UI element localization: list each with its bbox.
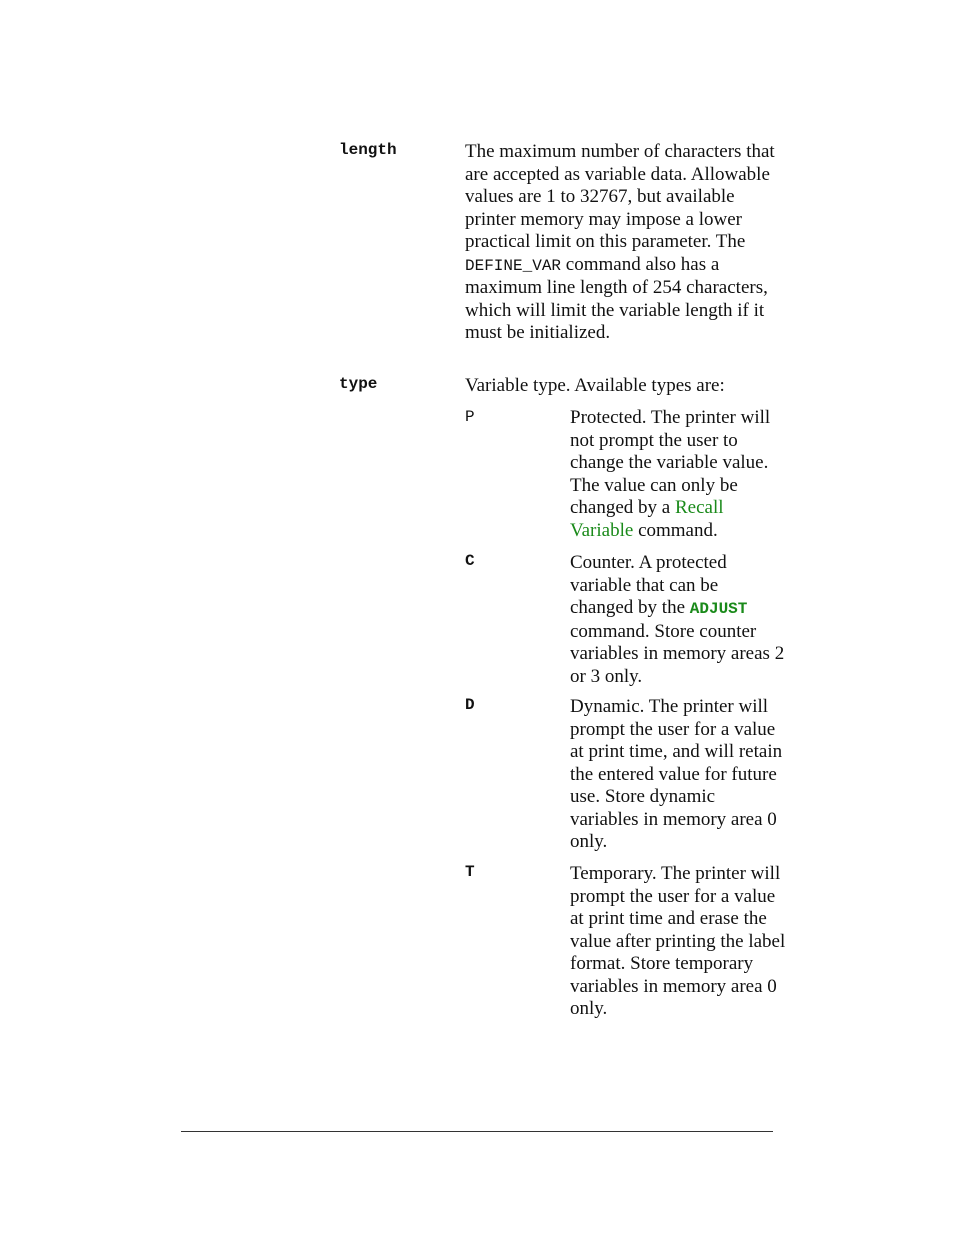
type-t-code: T <box>465 863 475 881</box>
type-d-code: D <box>465 696 475 714</box>
adjust-command-link[interactable]: ADJUST <box>689 600 748 618</box>
param-length-desc-part2: command also has a maximum line length of 254 characters, which will limit the variable length if it must be initialized. <box>465 253 768 343</box>
type-p-desc-part2: command. <box>633 519 718 541</box>
type-c-code: C <box>465 552 475 570</box>
type-t-description: Temporary. The printer will prompt the user for a value at print time and erase the value after printing the label format. Store temporary variables in memory area 0 only. <box>570 863 786 1019</box>
type-c-description <box>570 552 786 688</box>
recall-variable-link[interactable]: Recall Variable <box>570 497 724 541</box>
param-length-desc-part1: The maximum number of characters that are accepted as variable data. Allowable values are 1 to 32767, but available printer memory may impose a lower practical limit on this parameter. The <box>465 141 775 252</box>
type-c-desc-part1: Counter. A protected variable that can be changed by the <box>570 552 727 618</box>
param-type-description: Variable type. Available types are: <box>465 375 725 396</box>
type-p-code: P <box>465 408 475 426</box>
type-d-description: Dynamic. The printer will prompt the user for a value at print time, and will retain the entered value for future use. Store dynamic variables in memory area 0 only. <box>570 696 783 852</box>
type-p-description <box>570 407 786 542</box>
footer-divider <box>181 1131 773 1132</box>
define-var-code: DEFINE_VAR <box>465 256 562 275</box>
param-length-term: length <box>339 141 397 159</box>
type-p-desc-part1: Protected. The printer will not prompt the user to change the variable value. The value can only be changed by a <box>570 407 771 518</box>
type-c-desc-part2: command. Store counter variables in memory areas 2 or 3 only. <box>570 620 785 687</box>
param-type-term: type <box>339 375 378 393</box>
param-length-description <box>465 141 785 345</box>
